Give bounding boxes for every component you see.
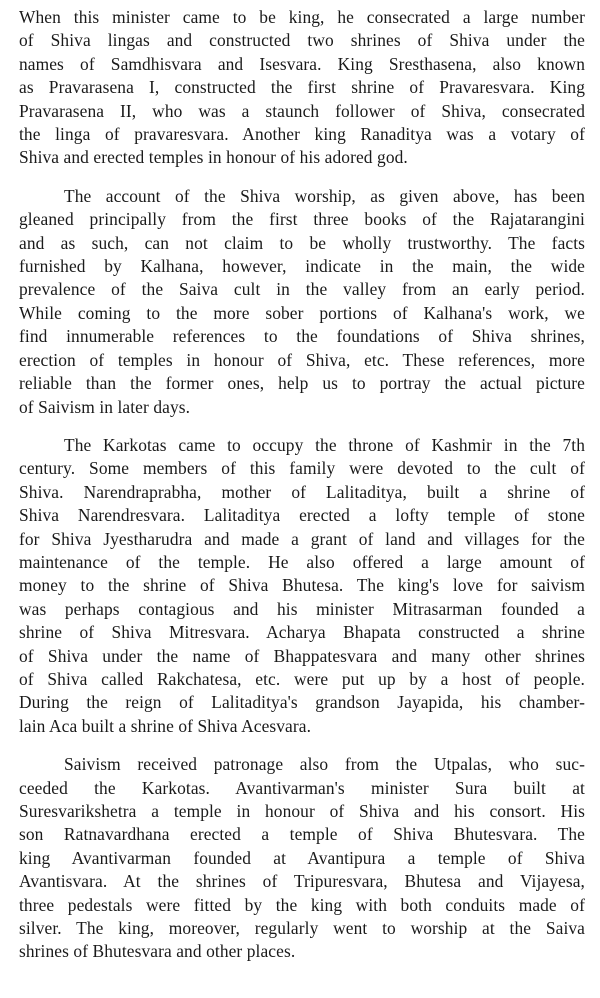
document-page: [19, 6, 585, 979]
paragraph-4: [19, 753, 585, 964]
paragraph-3: [19, 434, 585, 738]
text-line: Avantisvara. At the shrines of Tripuresvara, Bhutesa and Vijayesa,: [19, 871, 585, 892]
text-line: of Shiva under the name of Bhappatesvara and many other shrines: [19, 645, 585, 666]
text-line: the linga of pravaresvara. Another king Ranaditya was a votary of: [19, 124, 585, 145]
text-line: silver. The king, moreover, regularly went to worship at the Saiva: [19, 918, 585, 939]
text-line: furnished by Kalhana, however, indicate in the main, the wide: [19, 256, 585, 277]
text-line: for Shiva Jyestharudra and made a grant of land and villages for the: [19, 528, 585, 549]
text-line: and as such, can not claim to be wholly trustworthy. The facts: [19, 232, 585, 253]
text-line: prevalence of the Saiva cult in the valley from an early period.: [19, 279, 585, 300]
text-line: ceeded the Karkotas. Avantivarman's minister Sura built at: [19, 777, 585, 798]
text-line: reliable than the former ones, help us to portray the actual picture: [19, 373, 585, 394]
text-line: king Avantivarman founded at Avantipura a temple of Shiva: [19, 847, 585, 868]
text-line: names of Samdhisvara and Isesvara. King Sresthasena, also known: [19, 53, 585, 74]
text-line: Shiva Narendresvara. Lalitaditya erected a lofty temple of stone: [19, 505, 585, 526]
text-line: of Saivism in later days.: [19, 396, 191, 417]
text-line: erection of temples in honour of Shiva, etc. These references, more: [19, 349, 585, 370]
text-line: lain Aca built a shrine of Shiva Acesvara.: [19, 715, 312, 736]
text-line: money to the shrine of Shiva Bhutesa. The king's love for saivism: [19, 575, 585, 596]
text-line: shrines of Bhutesvara and other places.: [19, 941, 296, 962]
text-line: of Shiva called Rakchatesa, etc. were put up by a host of people.: [19, 668, 585, 689]
text-line: Pravarasena II, who was a staunch follower of Shiva, consecrated: [19, 100, 585, 121]
text-line: Suresvarikshetra a temple in honour of Shiva and his consort. His: [19, 801, 585, 821]
text-line: as Pravarasena I, constructed the first shrine of Pravaresvara. King: [19, 77, 585, 98]
text-line: son Ratnavardhana erected a temple of Shiva Bhutesvara. The: [19, 824, 585, 845]
text-line: find innumerable references to the foundations of Shiva shrines,: [19, 326, 585, 347]
text-line: gleaned principally from the first three books of the Rajatarangini: [19, 209, 585, 230]
text-line: The account of the Shiva worship, as given above, has been: [64, 185, 585, 206]
text-line: was perhaps contagious and his minister Mitrasarman founded a: [19, 598, 585, 619]
text-line: Shiva and erected temples in honour of his adored god.: [19, 147, 408, 168]
text-line: When this minister came to be king, he consecrated a large number: [19, 7, 585, 27]
text-line: The Karkotas came to occupy the throne of Kashmir in the 7th: [64, 434, 585, 455]
text-line: shrine of Shiva Mitresvara. Acharya Bhapata constructed a shrine: [19, 622, 585, 643]
text-line: While coming to the more sober portions of Kalhana's work, we: [19, 302, 585, 323]
text-line: During the reign of Lalitaditya's grandson Jayapida, his chamber-: [19, 692, 585, 713]
paragraph-2: [19, 185, 585, 419]
text-line: three pedestals were fitted by the king with both conduits made of: [19, 894, 585, 915]
text-line: Saivism received patronage also from the Utpalas, who suc-: [64, 754, 585, 775]
text-line: Shiva. Narendraprabha, mother of Lalitaditya, built a shrine of: [19, 481, 585, 502]
text-line: maintenance of the temple. He also offered a large amount of: [19, 551, 585, 572]
text-line: century. Some members of this family were devoted to the cult of: [19, 458, 585, 479]
paragraph-1: [19, 6, 585, 170]
text-line: of Shiva lingas and constructed two shrines of Shiva under the: [19, 30, 585, 51]
